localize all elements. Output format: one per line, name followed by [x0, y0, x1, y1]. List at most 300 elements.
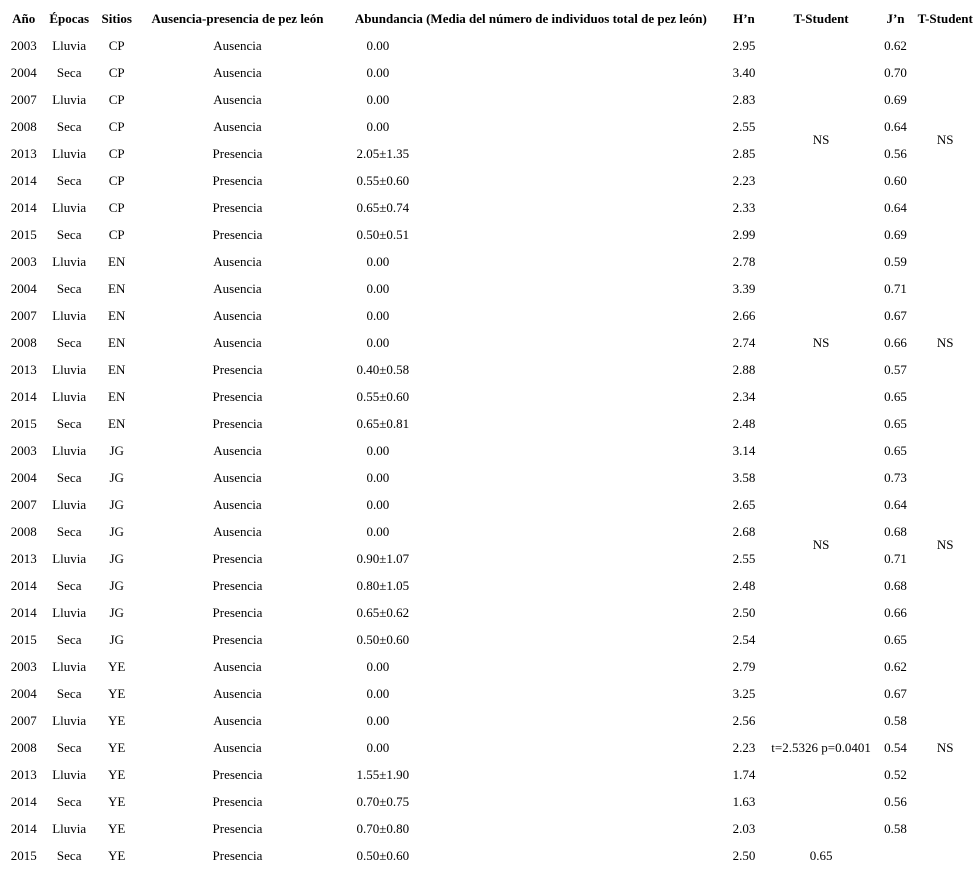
cell-jn: 0.52 [884, 766, 907, 782]
cell-sitio: JG [109, 523, 124, 539]
cell-sitio: JG [109, 442, 124, 458]
cell-sitio: YE [108, 685, 126, 701]
cell-year: 2014 [10, 172, 37, 188]
cell-abundancia: 0.55±0.60 [356, 388, 410, 404]
cell-year: 2007 [10, 307, 37, 323]
cell-t-student-hn [763, 32, 880, 59]
cell-abundancia: 0.00 [366, 64, 390, 80]
cell-jn: 0.64 [884, 199, 907, 215]
cell-hn: 2.55 [732, 550, 756, 566]
cell-ausencia-presencia: Ausencia [213, 91, 262, 107]
cell-t-student-jn [911, 572, 979, 599]
cell-jn: 0.73 [884, 469, 907, 485]
cell-sitio: JG [109, 550, 124, 566]
table-row [4, 761, 979, 788]
cell-ausencia-presencia: Presencia [212, 550, 263, 566]
cell-t-student-jn [911, 32, 979, 59]
cell-jn: 0.64 [884, 496, 907, 512]
cell-year: 2014 [10, 604, 37, 620]
cell-sitio: CP [108, 118, 125, 134]
cell-epoca: Lluvia [52, 766, 87, 782]
table-row [4, 707, 979, 734]
cell-hn: 2.85 [732, 145, 756, 161]
cell-sitio: YE [108, 793, 126, 809]
cell-hn: 2.55 [732, 118, 756, 134]
cell-t-student-hn [763, 59, 880, 86]
cell-sitio: YE [108, 712, 126, 728]
cell-hn: 2.88 [732, 361, 756, 377]
cell-t-student-jn [911, 221, 979, 248]
cell-ausencia-presencia: Presencia [212, 604, 263, 620]
cell-hn: 2.74 [732, 334, 756, 350]
cell-year: 2008 [10, 334, 37, 350]
cell-hn: 2.48 [732, 577, 756, 593]
cell-t-student-hn [763, 221, 880, 248]
table-row [4, 842, 979, 869]
cell-ausencia-presencia: Ausencia [213, 334, 262, 350]
cell-year: 2008 [10, 523, 37, 539]
cell-year: 2013 [10, 145, 37, 161]
cell-hn: 2.33 [732, 199, 756, 215]
cell-jn: 0.59 [884, 253, 907, 269]
cell-abundancia: 0.00 [366, 739, 390, 755]
cell-t-student-hn [763, 761, 880, 788]
cell-ausencia-presencia: Ausencia [213, 712, 262, 728]
cell-t-student-jn [911, 356, 979, 383]
cell-abundancia: 0.00 [366, 253, 390, 269]
cell-t-student-jn [911, 761, 979, 788]
cell-jn: 0.66 [884, 334, 907, 350]
cell-t-student-hn: NS [812, 132, 830, 147]
cell-sitio: CP [108, 91, 125, 107]
header-sitios: Sitios [101, 10, 132, 26]
cell-abundancia: 0.50±0.51 [356, 226, 410, 242]
cell-epoca: Seca [56, 172, 82, 188]
cell-abundancia: 0.00 [366, 685, 390, 701]
cell-abundancia: 0.00 [366, 91, 390, 107]
cell-ausencia-presencia: Ausencia [213, 658, 262, 674]
cell-t-student-hn [763, 437, 880, 464]
cell-hn: 2.95 [732, 37, 756, 53]
cell-t-student-hn [763, 572, 880, 599]
cell-ausencia-presencia: Presencia [212, 226, 263, 242]
cell-ausencia-presencia: Presencia [212, 145, 263, 161]
cell-epoca: Seca [56, 847, 82, 863]
cell-epoca: Lluvia [52, 712, 87, 728]
cell-year: 2013 [10, 766, 37, 782]
cell-jn: 0.69 [884, 91, 907, 107]
cell-ausencia-presencia: Ausencia [213, 496, 262, 512]
cell-t-student-hn [763, 248, 880, 275]
cell-t-student-hn [763, 275, 880, 302]
table-row [4, 626, 979, 653]
cell-epoca: Lluvia [52, 388, 87, 404]
header-hn: H’n [733, 10, 755, 26]
table-row [4, 86, 979, 113]
cell-abundancia: 0.00 [366, 523, 390, 539]
cell-t-student-jn [911, 167, 979, 194]
cell-sitio: CP [108, 37, 125, 53]
table-row [4, 32, 979, 59]
cell-year: 2004 [10, 469, 37, 485]
cell-t-student-hn [763, 86, 880, 113]
cell-ausencia-presencia: Presencia [212, 577, 263, 593]
cell-sitio: YE [108, 739, 126, 755]
cell-sitio: YE [108, 658, 126, 674]
cell-hn: 2.99 [732, 226, 756, 242]
cell-abundancia: 0.00 [366, 442, 390, 458]
cell-t-student-jn [911, 815, 979, 842]
cell-hn: 3.40 [732, 64, 756, 80]
cell-ausencia-presencia: Ausencia [213, 64, 262, 80]
cell-t-student-jn [911, 86, 979, 113]
cell-jn: 0.58 [884, 820, 907, 836]
table-row [4, 356, 979, 383]
cell-abundancia: 1.55±1.90 [356, 766, 410, 782]
cell-jn: 0.54 [884, 739, 907, 755]
header-ausencia-presencia: Ausencia-presencia de pez león [151, 10, 324, 26]
cell-t-student-hn [763, 653, 880, 680]
table-row [4, 275, 979, 302]
cell-hn: 2.66 [732, 307, 756, 323]
cell-t-student-jn [911, 275, 979, 302]
cell-year: 2004 [10, 280, 37, 296]
cell-jn: 0.60 [884, 172, 907, 188]
cell-abundancia: 0.00 [366, 496, 390, 512]
cell-epoca: Seca [56, 577, 82, 593]
header-t-student-jn: T-Student [917, 10, 973, 26]
cell-jn: 0.64 [884, 118, 907, 134]
cell-ausencia-presencia: Ausencia [213, 469, 262, 485]
table-body [4, 32, 979, 869]
cell-ausencia-presencia: Presencia [212, 199, 263, 215]
cell-hn: 2.48 [732, 415, 756, 431]
cell-t-student-jn: NS [936, 334, 954, 350]
cell-year: 2007 [10, 91, 37, 107]
table-row [4, 383, 979, 410]
cell-epoca: Seca [56, 469, 82, 485]
cell-hn: 2.83 [732, 91, 756, 107]
cell-year: 2014 [10, 793, 37, 809]
header-jn: J’n [886, 10, 905, 26]
cell-t-student-jn [911, 437, 979, 464]
cell-abundancia: 0.55±0.60 [356, 172, 410, 188]
cell-year: 2003 [10, 658, 37, 674]
cell-sitio: EN [108, 388, 126, 404]
table-row [4, 464, 979, 491]
cell-t-student-jn: NS [936, 537, 954, 552]
cell-sitio: CP [108, 199, 125, 215]
cell-hn: 2.34 [732, 388, 756, 404]
cell-jn: 0.56 [884, 145, 907, 161]
cell-t-student-hn [763, 302, 880, 329]
cell-abundancia: 0.00 [366, 469, 390, 485]
table-row [4, 437, 979, 464]
cell-year: 2015 [10, 847, 37, 863]
table-row [4, 788, 979, 815]
cell-jn: 0.68 [884, 523, 907, 539]
cell-abundancia: 0.50±0.60 [356, 631, 410, 647]
table-row [4, 653, 979, 680]
cell-year: 2014 [10, 388, 37, 404]
cell-year: 2003 [10, 442, 37, 458]
cell-epoca: Lluvia [52, 496, 87, 512]
header-row [4, 5, 979, 32]
cell-epoca: Lluvia [52, 604, 87, 620]
cell-t-student-hn: t=2.5326 p=0.0401 [771, 739, 871, 755]
cell-t-student-hn [763, 599, 880, 626]
cell-abundancia: 0.65±0.81 [356, 415, 410, 431]
cell-abundancia: 0.70±0.75 [356, 793, 410, 809]
cell-hn: 2.78 [732, 253, 756, 269]
table-row [4, 329, 979, 356]
cell-ausencia-presencia: Presencia [212, 172, 263, 188]
cell-t-student-hn [763, 788, 880, 815]
cell-t-student-jn [911, 707, 979, 734]
cell-hn: 2.56 [732, 712, 756, 728]
cell-sitio: JG [109, 469, 124, 485]
cell-ausencia-presencia: Ausencia [213, 739, 262, 755]
cell-ausencia-presencia: Presencia [212, 415, 263, 431]
cell-t-student-jn [911, 788, 979, 815]
cell-abundancia: 2.05±1.35 [356, 145, 410, 161]
cell-sitio: EN [108, 361, 126, 377]
table-row [4, 167, 979, 194]
cell-year: 2013 [10, 550, 37, 566]
cell-epoca: Lluvia [52, 37, 87, 53]
cell-jn: 0.62 [884, 658, 907, 674]
cell-abundancia: 0.00 [366, 118, 390, 134]
cell-ausencia-presencia: Ausencia [213, 118, 262, 134]
cell-epoca: Seca [56, 793, 82, 809]
table-row [4, 599, 979, 626]
cell-jn: 0.69 [884, 226, 907, 242]
cell-jn: 0.58 [884, 712, 907, 728]
cell-year: 2015 [10, 226, 37, 242]
header-epocas: Épocas [49, 10, 90, 26]
cell-sitio: JG [109, 496, 124, 512]
diversity-table [4, 5, 979, 869]
cell-abundancia: 0.40±0.58 [356, 361, 410, 377]
cell-year: 2008 [10, 118, 37, 134]
cell-t-student-jn [911, 302, 979, 329]
cell-epoca: Seca [56, 118, 82, 134]
cell-t-student-jn [911, 383, 979, 410]
cell-epoca: Seca [56, 415, 82, 431]
cell-t-student-hn [763, 167, 880, 194]
cell-t-student-hn [763, 707, 880, 734]
cell-jn: 0.65 [884, 631, 907, 647]
cell-hn: 2.68 [732, 523, 756, 539]
cell-hn: 3.58 [732, 469, 756, 485]
table-row [4, 734, 979, 761]
cell-hn: 2.23 [732, 172, 756, 188]
cell-t-student-hn [763, 356, 880, 383]
cell-ausencia-presencia: Ausencia [213, 442, 262, 458]
cell-epoca: Lluvia [52, 550, 87, 566]
cell-sitio: YE [108, 766, 126, 782]
cell-epoca: Lluvia [52, 658, 87, 674]
cell-year: 2007 [10, 496, 37, 512]
table-row [4, 248, 979, 275]
cell-epoca: Lluvia [52, 307, 87, 323]
cell-sitio: CP [108, 64, 125, 80]
cell-sitio: YE [108, 820, 126, 836]
cell-hn: 1.63 [732, 793, 756, 809]
table-row [4, 59, 979, 86]
cell-jn: 0.65 [884, 415, 907, 431]
cell-hn: 2.03 [732, 820, 756, 836]
cell-t-student-jn [911, 194, 979, 221]
cell-epoca: Lluvia [52, 361, 87, 377]
cell-t-student-hn [763, 383, 880, 410]
cell-year: 2015 [10, 415, 37, 431]
cell-sitio: JG [109, 631, 124, 647]
cell-year: 2004 [10, 64, 37, 80]
cell-t-student-hn: NS [812, 334, 830, 350]
cell-epoca: Seca [56, 685, 82, 701]
cell-jn: 0.70 [884, 64, 907, 80]
cell-t-student-jn [911, 599, 979, 626]
cell-hn: 2.23 [732, 739, 756, 755]
cell-abundancia: 0.00 [366, 334, 390, 350]
cell-epoca: Lluvia [52, 820, 87, 836]
cell-abundancia: 0.70±0.80 [356, 820, 410, 836]
cell-jn: 0.65 [884, 388, 907, 404]
cell-jn: 0.67 [884, 685, 907, 701]
cell-t-student-jn [911, 464, 979, 491]
cell-abundancia: 0.50±0.60 [356, 847, 410, 863]
table-row [4, 680, 979, 707]
cell-hn: 2.65 [732, 496, 756, 512]
cell-epoca: Lluvia [52, 91, 87, 107]
cell-abundancia: 0.00 [366, 307, 390, 323]
cell-epoca: Seca [56, 280, 82, 296]
cell-ausencia-presencia: Presencia [212, 388, 263, 404]
cell-epoca: Lluvia [52, 145, 87, 161]
cell-t-student-jn [911, 626, 979, 653]
table-row [4, 113, 979, 140]
cell-ausencia-presencia: Ausencia [213, 307, 262, 323]
cell-year: 2014 [10, 820, 37, 836]
cell-abundancia: 0.90±1.07 [356, 550, 410, 566]
table-row [4, 491, 979, 518]
cell-jn: 0.66 [884, 604, 907, 620]
table-row [4, 518, 979, 545]
cell-t-student-jn [911, 248, 979, 275]
cell-year: 2004 [10, 685, 37, 701]
cell-ausencia-presencia: Presencia [212, 793, 263, 809]
cell-ausencia-presencia: Presencia [212, 631, 263, 647]
cell-hn: 3.39 [732, 280, 756, 296]
cell-sitio: CP [108, 145, 125, 161]
cell-abundancia: 0.00 [366, 658, 390, 674]
cell-abundancia: 0.00 [366, 37, 390, 53]
cell-ausencia-presencia: Presencia [212, 820, 263, 836]
cell-ausencia-presencia: Ausencia [213, 280, 262, 296]
cell-ausencia-presencia: Presencia [212, 361, 263, 377]
cell-abundancia: 0.65±0.74 [356, 199, 410, 215]
cell-t-student-hn [763, 464, 880, 491]
cell-t-student-hn [763, 815, 880, 842]
cell-ausencia-presencia: Presencia [212, 847, 263, 863]
cell-year: 2003 [10, 253, 37, 269]
cell-t-student-hn [763, 491, 880, 518]
cell-epoca: Seca [56, 334, 82, 350]
cell-abundancia: 0.80±1.05 [356, 577, 410, 593]
table-row [4, 194, 979, 221]
cell-epoca: Seca [56, 631, 82, 647]
cell-abundancia: 0.65±0.62 [356, 604, 410, 620]
cell-sitio: EN [108, 415, 126, 431]
cell-year: 2013 [10, 361, 37, 377]
cell-t-student-hn: 0.65 [809, 847, 833, 863]
table-row [4, 815, 979, 842]
cell-sitio: CP [108, 172, 125, 188]
cell-ausencia-presencia: Ausencia [213, 37, 262, 53]
cell-epoca: Lluvia [52, 199, 87, 215]
cell-hn: 3.25 [732, 685, 756, 701]
cell-ausencia-presencia: Ausencia [213, 685, 262, 701]
cell-jn: 0.62 [884, 37, 907, 53]
cell-jn: 0.68 [884, 577, 907, 593]
cell-ausencia-presencia: Presencia [212, 766, 263, 782]
table-row [4, 221, 979, 248]
table-row [4, 302, 979, 329]
cell-t-student-jn: NS [936, 739, 954, 755]
cell-jn: 0.71 [884, 280, 907, 296]
table-row [4, 572, 979, 599]
cell-epoca: Seca [56, 64, 82, 80]
cell-epoca: Lluvia [52, 253, 87, 269]
cell-sitio: YE [108, 847, 126, 863]
cell-jn: 0.65 [884, 442, 907, 458]
cell-t-student-jn [911, 842, 979, 869]
cell-year: 2014 [10, 199, 37, 215]
cell-year: 2008 [10, 739, 37, 755]
cell-abundancia: 0.00 [366, 712, 390, 728]
cell-t-student-hn [763, 410, 880, 437]
cell-t-student-hn: NS [812, 537, 830, 552]
cell-hn: 2.50 [732, 604, 756, 620]
cell-year: 2015 [10, 631, 37, 647]
cell-jn: 0.57 [884, 361, 907, 377]
cell-t-student-jn [911, 491, 979, 518]
cell-t-student-jn [911, 680, 979, 707]
cell-sitio: EN [108, 280, 126, 296]
cell-epoca: Seca [56, 226, 82, 242]
cell-jn [880, 842, 912, 869]
cell-epoca: Seca [56, 523, 82, 539]
cell-abundancia: 0.00 [366, 280, 390, 296]
cell-hn: 2.79 [732, 658, 756, 674]
cell-t-student-hn [763, 626, 880, 653]
cell-year: 2007 [10, 712, 37, 728]
table-row [4, 410, 979, 437]
cell-t-student-hn [763, 680, 880, 707]
cell-t-student-jn: NS [936, 132, 954, 147]
cell-year: 2014 [10, 577, 37, 593]
header-abundancia: Abundancia (Media del número de individuos total de pez león) [354, 10, 707, 26]
cell-year: 2003 [10, 37, 37, 53]
header-t-student-hn: T-Student [793, 10, 849, 26]
cell-t-student-jn [911, 59, 979, 86]
cell-epoca: Lluvia [52, 442, 87, 458]
cell-epoca: Seca [56, 739, 82, 755]
cell-sitio: EN [108, 334, 126, 350]
cell-t-student-hn [763, 194, 880, 221]
cell-hn: 1.74 [732, 766, 756, 782]
